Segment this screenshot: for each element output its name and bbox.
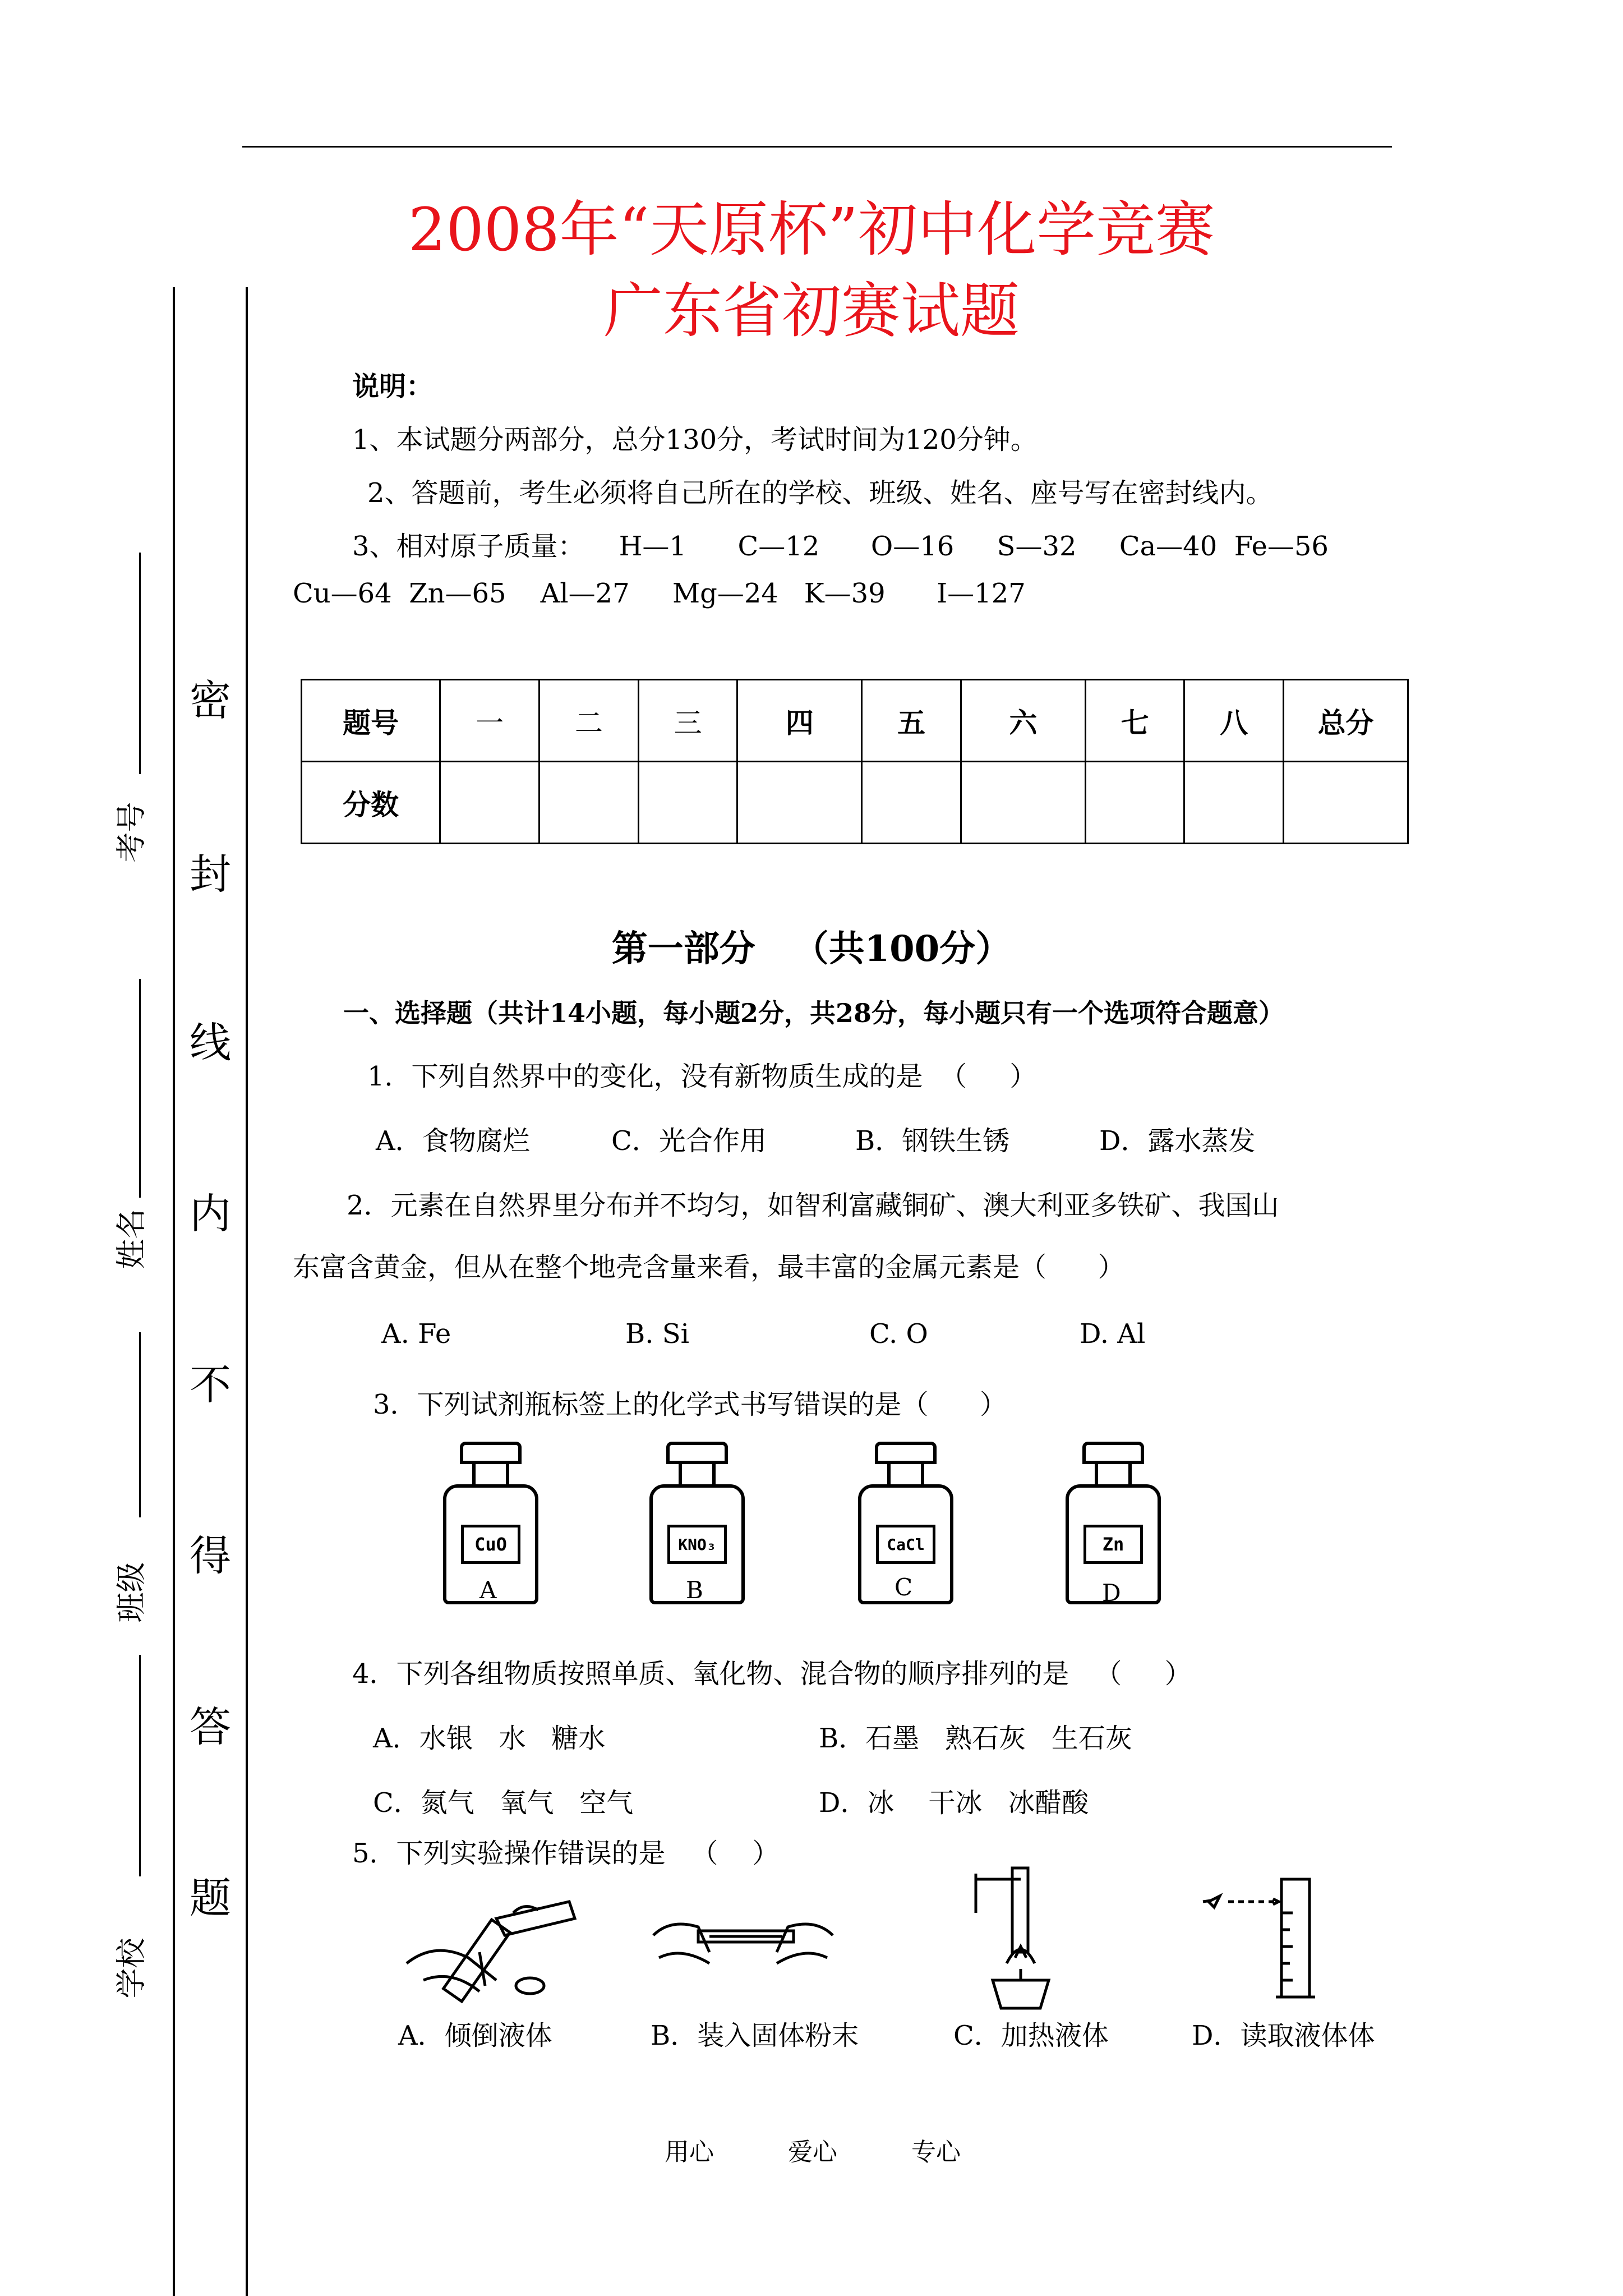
q1-option-a: A．食物腐烂 <box>376 1125 530 1157</box>
score-table-header: 二 <box>540 680 639 762</box>
school-line[interactable] <box>139 1655 141 1876</box>
q4-option-a: A．水银 水 糖水 <box>373 1723 606 1754</box>
score-table-header: 题号 <box>302 680 440 762</box>
footer-word-2: 爱心 <box>788 2138 837 2166</box>
seal-char-1: 密 <box>190 677 231 725</box>
bottle-label-text: KNO₃ <box>667 1525 727 1564</box>
score-table-header-row <box>302 680 1408 762</box>
bottle-neck <box>887 1463 924 1487</box>
bottle-cap <box>460 1442 522 1464</box>
q5-option-b: B．装入固体粉末 <box>651 2020 859 2051</box>
score-cell[interactable] <box>1085 762 1184 844</box>
seal-char-3: 线 <box>190 1019 231 1067</box>
q4-option-b: B．石墨 熟石灰 生石灰 <box>819 1723 1132 1754</box>
bottle-letter-c: C <box>895 1573 913 1601</box>
class-label: 班级 <box>113 1562 149 1623</box>
score-cell[interactable] <box>540 762 639 844</box>
instructions-heading: 说明： <box>352 371 434 402</box>
name-label: 姓名 <box>113 1208 149 1269</box>
score-cell[interactable] <box>638 762 737 844</box>
score-table <box>301 679 1409 844</box>
atomic-masses-line1: 3、相对原子质量： H—1 C—12 O—16 S—32 Ca—40 Fe—56 <box>352 531 1329 562</box>
name-line[interactable] <box>139 979 141 1198</box>
q2-option-d: D. Al <box>1080 1318 1146 1350</box>
atomic-masses-line2: Cu—64 Zn—65 Al—27 Mg—24 K—39 I—127 <box>293 578 1026 609</box>
score-table-header: 八 <box>1184 680 1284 762</box>
section-title: 一、选择题（共计14小题，每小题2分，共28分，每小题只有一个选项符合题意） <box>343 998 1285 1028</box>
score-cell[interactable] <box>1284 762 1408 844</box>
question-2-stem-line2: 东富含黄金，但从在整个地壳含量来看，最丰富的金属元素是（ ） <box>293 1251 1125 1283</box>
part1-heading: 第一部分 （共100分） <box>611 928 1012 970</box>
bottle-label-text: CuO <box>461 1525 520 1564</box>
seal-char-4: 内 <box>190 1190 231 1238</box>
q4-option-d: D．冰 干冰 冰醋酸 <box>819 1787 1089 1819</box>
question-2-stem-line1: 2．元素在自然界里分布并不均匀，如智利富藏铜矿、澳大利亚多铁矿、我国山 <box>347 1190 1279 1221</box>
bottle-label-text: Zn <box>1083 1525 1143 1564</box>
bottle-neck <box>472 1463 509 1487</box>
score-cell[interactable] <box>862 762 961 844</box>
exam-number-label: 考号 <box>113 802 149 863</box>
bottle-neck <box>679 1463 716 1487</box>
q5-option-a: A．倾倒液体 <box>398 2020 552 2051</box>
score-table-header: 总分 <box>1284 680 1408 762</box>
score-table-header: 七 <box>1085 680 1184 762</box>
exam-number-line[interactable] <box>139 553 141 774</box>
question-5-stem: 5．下列实验操作错误的是 （ ） <box>352 1838 780 1869</box>
score-cell[interactable] <box>737 762 862 844</box>
school-label: 学校 <box>113 1938 149 1999</box>
bottle-label-text: CaCl <box>876 1525 935 1564</box>
heating-liquid-illustration <box>953 1862 1077 2019</box>
seal-char-8: 题 <box>190 1874 231 1922</box>
score-table-header: 五 <box>862 680 961 762</box>
score-table-header: 三 <box>638 680 737 762</box>
question-4-stem: 4．下列各组物质按照单质、氧化物、混合物的顺序排列的是 （ ） <box>352 1658 1192 1690</box>
seal-char-6: 得 <box>190 1532 231 1580</box>
q5-option-c: C．加热液体 <box>953 2020 1109 2051</box>
reading-liquid-volume-illustration <box>1197 1868 1321 2014</box>
bottle-neck <box>1095 1463 1132 1487</box>
footer-word-3: 专心 <box>911 2138 961 2166</box>
q1-option-b: B．钢铁生锈 <box>855 1125 1010 1157</box>
score-cell[interactable] <box>1184 762 1284 844</box>
bottle-letter-d: D <box>1102 1579 1121 1607</box>
page-title-line1: 2008年“天原杯”初中化学竞赛 <box>408 195 1215 264</box>
bottle-cap <box>666 1442 728 1464</box>
page-title-line2: 广东省初赛试题 <box>603 277 1020 346</box>
instruction-2: 2、答题前，考生必须将自己所在的学校、班级、姓名、座号写在密封线内。 <box>367 477 1273 509</box>
score-cell[interactable] <box>961 762 1085 844</box>
seal-char-2: 封 <box>190 850 231 899</box>
seal-char-5: 不 <box>190 1361 231 1409</box>
score-row-label: 分数 <box>302 762 440 844</box>
question-1-stem: 1．下列自然界中的变化，没有新物质生成的是 （ ） <box>367 1061 1037 1092</box>
q2-option-c: C. O <box>869 1318 928 1350</box>
bottle-letter-b: B <box>686 1576 703 1604</box>
q1-option-c: C．光合作用 <box>611 1125 767 1157</box>
instruction-1: 1、本试题分两部分，总分130分，考试时间为120分钟。 <box>352 424 1038 455</box>
score-table-score-row <box>302 762 1408 844</box>
score-table-header: 四 <box>737 680 862 762</box>
score-table-header: 六 <box>961 680 1085 762</box>
bottle-cap <box>1082 1442 1144 1464</box>
q2-option-b: B. Si <box>625 1318 690 1350</box>
score-cell[interactable] <box>440 762 540 844</box>
bottle-letter-a: A <box>479 1576 497 1604</box>
pouring-liquid-illustration <box>401 1896 586 2008</box>
header-rule <box>242 146 1392 148</box>
class-line[interactable] <box>139 1332 141 1517</box>
score-table-header: 一 <box>440 680 540 762</box>
seal-line-left <box>173 287 175 2296</box>
footer-word-1: 用心 <box>665 2138 714 2166</box>
bottle-cap <box>875 1442 937 1464</box>
q1-option-d: D．露水蒸发 <box>1099 1125 1256 1157</box>
q4-option-c: C．氮气 氧气 空气 <box>373 1787 634 1819</box>
seal-line-right <box>246 287 248 2296</box>
adding-solid-powder-illustration <box>648 1902 838 1986</box>
seal-char-7: 答 <box>190 1703 231 1751</box>
q2-option-a: A. Fe <box>381 1318 451 1350</box>
q5-option-d: D．读取液体体 <box>1192 2020 1375 2051</box>
question-3-stem: 3．下列试剂瓶标签上的化学式书写错误的是（ ） <box>373 1389 1007 1420</box>
